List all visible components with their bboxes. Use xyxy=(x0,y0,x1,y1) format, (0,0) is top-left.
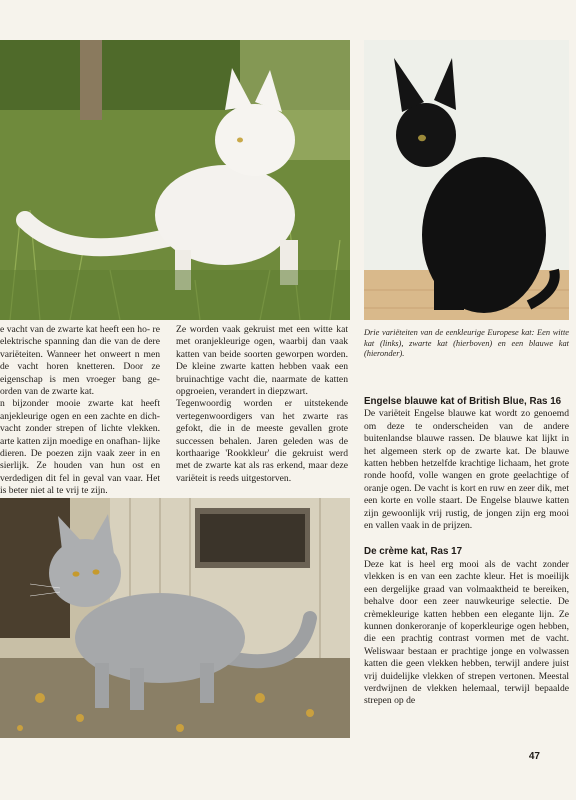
section-british-blue xyxy=(364,396,569,532)
photo-caption: Drie variëteiten van de eenkleurige Europese kat: Een witte kat (links), zwarte kat (hierboven) en een blauwe kat (hieronder). xyxy=(364,328,569,359)
white-cat-photo xyxy=(0,40,350,320)
left-text-column xyxy=(0,324,160,498)
right-text-column xyxy=(364,396,569,708)
black-cat-photo xyxy=(364,40,569,320)
page-number: 47 xyxy=(528,751,540,762)
section-heading: De crème kat, Ras 17 xyxy=(364,546,463,558)
section-heading: Engelse blauwe kat of British Blue, Ras 16 xyxy=(364,396,562,407)
middle-paragraph: Ze worden vaak gekruist met een witte kat met oranjekleurige ogen, waarbij dan vaak katten van beide soorten geworpen worden. De kleine zwarte katten hebben vaak een bruinachtige vacht die, naarmate de katten opgroeien, verandert in diepzwart. xyxy=(176,324,348,398)
section-body: De variëteit Engelse blauwe kat wordt zo genoemd om deze te onderscheiden van de andere buitenlandse blauwe rassen. De blauwe kat lijkt in het algemeen sterk op de zwarte kat. De blauwe katten hebben hetzelfde krachtige lichaam, het grote ronde hoofd, volle wangen en grote geelachtige of oranje ogen. De vacht is kort en ruw en zeer dik, met een korte en volle staart. De Engelse blauwe katten zijn gewoonlijk vrij rustig, de jongen zijn erg mooi en vallen vaak in de prijzen. xyxy=(364,408,569,532)
blue-cat-photo xyxy=(0,498,350,738)
middle-text-column xyxy=(176,324,348,485)
left-paragraph: n bijzonder mooie zwarte kat heeft anjekleurige ogen en een zachte en dich- vacht zonder strepen of lichte vlekken. arte katten zijn moedige en onafhan- lijke dieren. De poezen zijn vaak zeer in en sierlijk. Ze houden van hun ost en verdedigen dit fel in geval van vaar. Het is beter niet al te vrij te zijn. xyxy=(0,398,160,497)
middle-paragraph: Tegenwoordig worden er uitstekende vertegenwoordigers van het zwarte ras gefokt, die in de meeste gevallen grote successen behalen. Jaren geleden was de korthaarige 'Rookkleur' die gekruist werd met de zwarte kat als ras erkend, maar deze variëteit is reeds uitgestorven. xyxy=(176,398,348,484)
left-paragraph: e vacht van de zwarte kat heeft een ho- re elektrische spanning dan die van de dere variëteiten. Wanneer het onweert n men de vacht horen knetteren. Door ze eigenschap is men vroeger bang ge- orden van de zwarte kat. xyxy=(0,324,160,398)
section-body: Deze kat is heel erg mooi als de vacht zonder vlekken is en van een zachte kleur. Het is moeilijk een dergelijke graad van volmaaktheid te bereiken, behalve door een zeer nauwkeurige selectie. De crèmekleurige katten hebben een elegante lijn. Ze kunnen donkeroranje of koperkleurige ogen hebben, die een prachtig contrast vormen met de vacht. Weliswaar bestaan er prachtige jonge en volwassen katten die geen vlekken hebben, terwijl andere juist vrij duidelijke vlekken of strepen vertonen. Meestal verdwijnen de vlekken helemaal, terwijl bepaalde strepen op de xyxy=(364,558,569,707)
section-creme xyxy=(364,546,569,707)
